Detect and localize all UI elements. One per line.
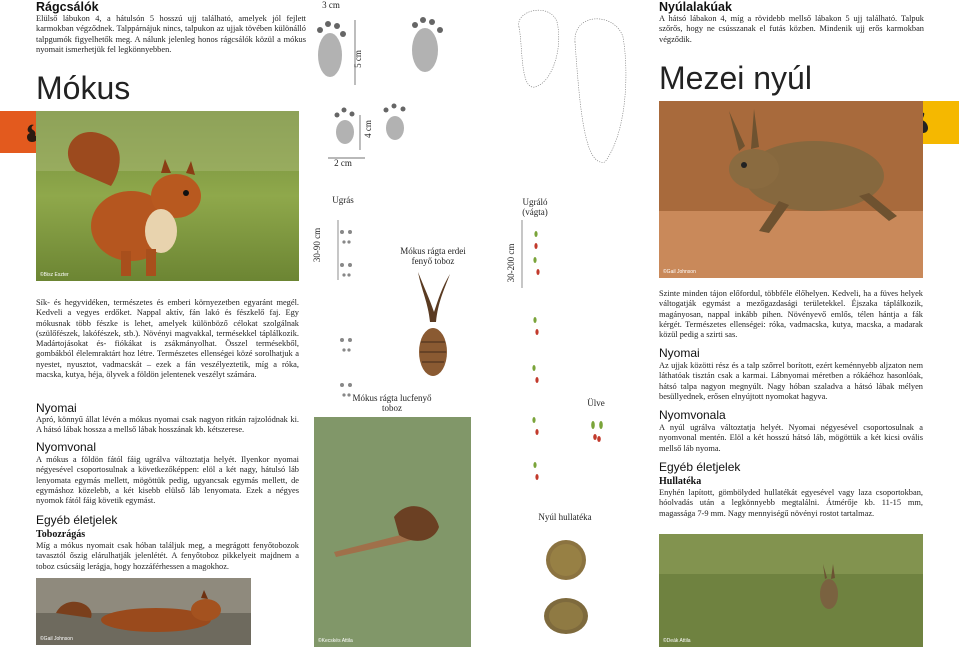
hullatek-text: Enyhén lapított, gömbölyded hullatékát egyesével vagy laza csoportokban, hóolvadás után a legkönnyebb megtalálni. Átmérője kb. 11-15 mm, magassága 7-9 mm. Nagy mennyiségű növényi rostot tartalmaz.: [659, 488, 923, 518]
squirrel-eating-photo: [36, 578, 251, 645]
squirrel-photo: [36, 111, 299, 281]
hare-photo: [659, 101, 923, 278]
photo-credit: ©Gail Johnson: [663, 269, 696, 275]
photo-credit: ©Bisz Eszter: [40, 272, 69, 278]
mokus-habitat-text: Sík- és hegyvidéken, természetes és emberi környezetben egyaránt megél. Kedveli a vegyes erdőket. Nappal aktív, fán lakó és fészkelő faj. Egy mókusnak több fészke is lehet, amelyek különböző célokat szolgálnak (szülőfészek, lakófészek, stb.). Növényi magvakkal, termésekkel táplálkozik. Madártojásokat és- fiókákat is zsákmányolhat. Összel termésekből, gombákból élelemraktárt hoz létre. Természetes ellenségei közé sorolhatjuk a nyestet, nyusztot, vadmacskát – ezek a fán veszélyeztetik, míg a róka, macska, kutya, héja, ölyvek a földön jelentenek veszélyt számára.: [36, 298, 299, 380]
nyul-nyomai-text: Az ujjak közötti rész és a talp szőrrel borított, ezért keménnyebb aljzaton nem láthatóak tisztán csak a karmai. Lábnyomai méretben a rókáéhoz hasonlóak, hátsó talpa nagyon megnyúlt. Nagy hóban szaladva a hátsó lábak mélyen besüllyednek, erősen elnyújtott nyomokat hagyva.: [659, 361, 923, 401]
species-title-mezei-nyul: Mezei nyúl: [659, 60, 812, 96]
dim-4cm: 4 cm: [363, 120, 373, 138]
right-intro-text: A hátsó lábakon 4, míg a rövidebb mellső lábakon 5 ujj található. Talpuk szőrős, hogy ne csússzanak el futás közben. Mindenik ujj erős karmokban végződik.: [659, 14, 924, 44]
photo-credit: ©Kecskés Attila: [318, 638, 353, 644]
toboz-text: Míg a mókus nyomait csak hóban találjuk meg, a megrágott fenyőtobozok tavasztól őszig elárulhatják jelenlétét. A fenyőtoboz pikkelyeit majdnem a toboz csúcsáig lerágja, hogy hozzáférhessen a magokhoz.: [36, 541, 299, 571]
dim-3cm: 3 cm: [322, 0, 340, 10]
squirrel-footprints-drawing: [310, 10, 470, 170]
mokus-nyomvonal-title: Nyomvonal: [36, 440, 97, 454]
nyul-nyomai-title: Nyomai: [659, 346, 700, 360]
mokus-nyomai-title: Nyomai: [36, 401, 77, 415]
mokus-nyomai-text: Apró, könnyű állat lévén a mókus nyomai csak nagyon ritkán rajzolódnak ki. A hátsó lábak hossza a mellső lábak hosszának kb. kétszerese.: [36, 415, 299, 435]
nyul-egyeb-title: Egyéb életjelek: [659, 460, 741, 474]
hullatek-title: Hullatéka: [659, 476, 702, 487]
dim-5cm: 5 cm: [353, 50, 363, 68]
label-ulve: Ülve: [587, 398, 605, 408]
hare-field-photo: [659, 534, 923, 647]
toboz-title: Tobozrágás: [36, 529, 86, 540]
mokus-egyeb-title: Egyéb életjelek: [36, 513, 118, 527]
right-intro-title: Nyúlalakúak: [659, 0, 732, 14]
cone2-caption: Mókus rágta lucfenyő toboz: [352, 393, 432, 413]
hare-sitting-track: [585, 415, 615, 445]
left-intro-title: Rágcsálók: [36, 0, 99, 14]
pine-cone-drawing: [408, 272, 458, 382]
dim-2cm: 2 cm: [334, 158, 352, 168]
photo-credit: ©Gail Johnson: [40, 636, 73, 642]
dist-30-200: 30-200 cm: [506, 243, 516, 283]
hare-track-drawing: [518, 220, 558, 490]
left-intro-text: Elülső lábukon 4, a hátulsón 5 hosszú ujj található, amelyek jól fejlett karmokban végződnek. Talppárnájuk nincs, talpukon az ujjak tövében különálló talpgumók figyelhetők meg. A nálunk jelenleg honos rágcsálók közül a mókus nyomait ismerhetjük fel legkönnyebben.: [36, 14, 306, 54]
species-title-mokus: Mókus: [36, 70, 131, 106]
cone1-caption: Mókus rágta erdei fenyő toboz: [400, 246, 466, 266]
nyul-nyomvonala-title: Nyomvonala: [659, 408, 726, 422]
photo-credit: ©Deák Attila: [663, 638, 691, 644]
mokus-nyomvonal-text: A mókus a földön fától fáig ugrálva változtatja helyét. Ilyenkor nyomai négyesével csoportosulnak a következőképpen: elöl a két nagy, hátulsó láb lenyomata egymás mellett, mögöttük pedig, ugyancsak egymás mellett, de egymáshoz közelebb, a két kisebb elülső láb lenyomata. Ezek a négyes nyomok fától fáig követik egymást.: [36, 455, 299, 506]
nyul-nyomvonala-text: A nyúl ugrálva változtatja helyét. Nyomai négyesével csoportosulnak a nyomvonal mentén. Elöl a két hosszú hátsó láb, mögöttük a két kicsi ovális mellső láb nyoma.: [659, 423, 923, 453]
label-ugras: Ugrás: [332, 195, 354, 205]
hare-droppings: [536, 540, 596, 640]
spruce-cone-photo: [314, 417, 471, 647]
nyul-habitat-text: Szinte minden tájon előfordul, többféle élőhelyen. Kedveli, ha a füves helyek váltogatják egymást a mezőgazdasági területekkel. Éjszaka táplálkozik, magányosan, nappal inkább pihen. Növényevő emlős, télen hántja a fák kérgét. Természetes ellenségei: róka, vadmacska, kutya, macska, a madarak közül pedig a szirti sas.: [659, 289, 923, 340]
dist-30-90: 30-90 cm: [312, 227, 322, 263]
hullatek-caption: Nyúl hullatéka: [538, 512, 592, 522]
hare-footprints-drawing: [505, 2, 635, 172]
label-ugralo: Ugráló (vágta): [522, 197, 548, 217]
